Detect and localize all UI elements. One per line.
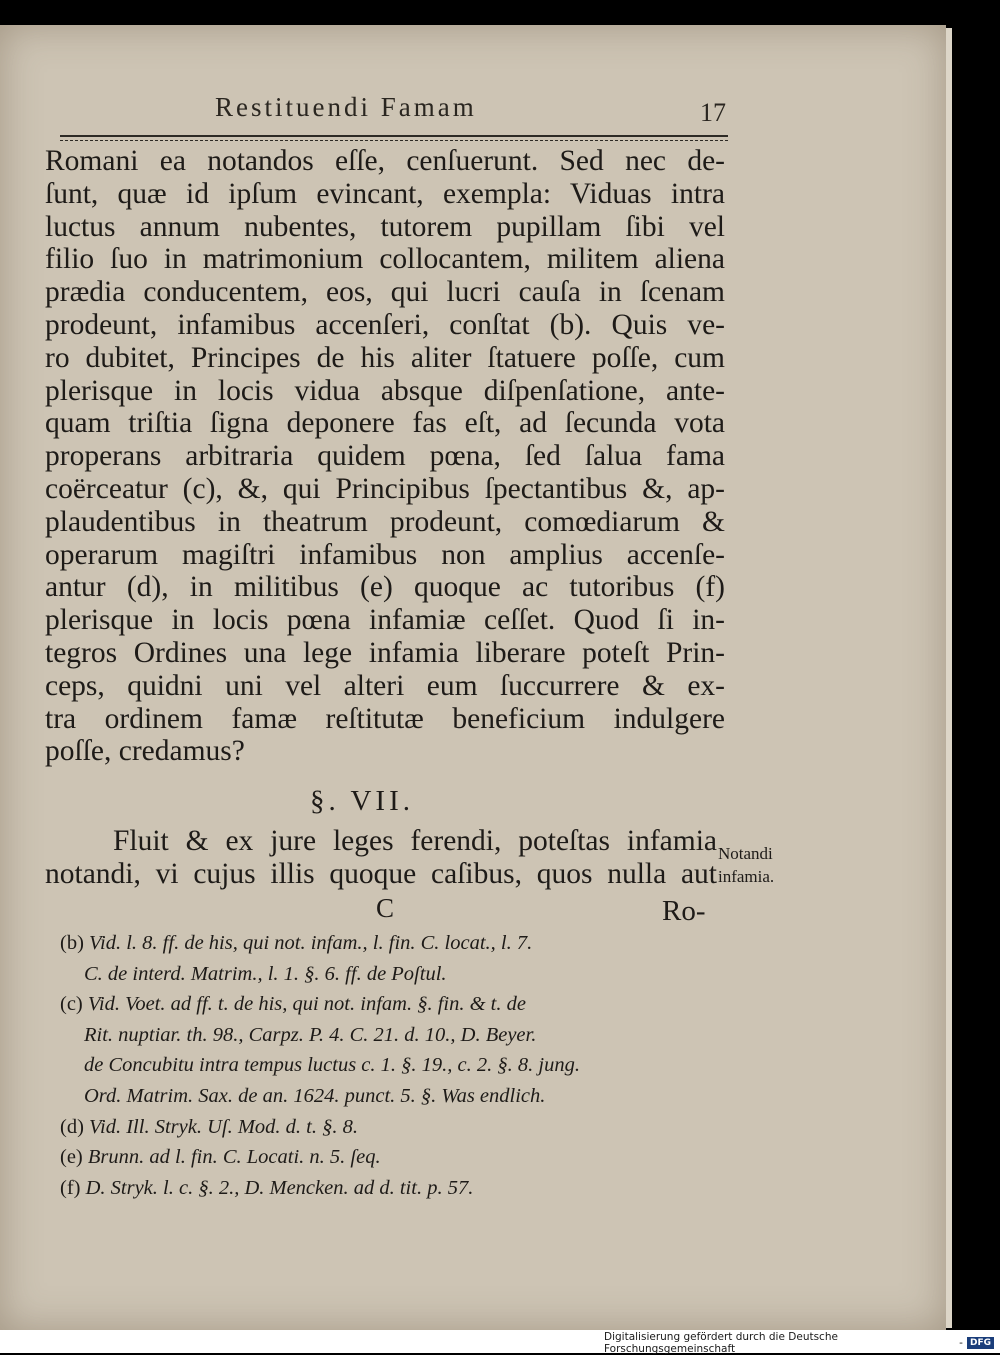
footnote-text: D. Stryk. l. c. §. 2., D. Mencken. ad d. tit. p. 57. (85, 1176, 474, 1199)
footnote-line (60, 1173, 740, 1204)
paragraph-line: Romani ea notandos eſſe, cenſuerunt. Sed nec de- (45, 145, 725, 177)
digitization-footer (604, 1331, 994, 1355)
paragraph-line: ceps, quidni uni vel alteri eum ſuccurrere & ex- (45, 669, 725, 702)
footer-credit: Digitalisierung gefördert durch die Deutsche Forschungsgemeinschaft (604, 1331, 838, 1355)
footnote-line (60, 1081, 740, 1112)
footnote-text: Ord. Matrim. Sax. de an. 1624. punct. 5. §. Was endlich. (84, 1084, 546, 1107)
running-head: Restituendi Famam (215, 92, 477, 122)
footnote-text: Brunn. ad l. fin. C. Locati. n. 5. ſeq. (87, 1146, 381, 1169)
footnote-line (60, 989, 740, 1020)
page-edge (946, 28, 952, 1328)
footnote-text: Rit. nuptiar. th. 98., Carpz. P. 4. C. 21. d. 10., D. Beyer. (84, 1023, 537, 1046)
marginal-note-line: infamia. (718, 867, 775, 886)
footnote-line (60, 1020, 740, 1051)
footnote-text: de Concubitu intra tempus luctus c. 1. §. 19., c. 2. §. 8. jung. (84, 1054, 580, 1077)
footnote-mark: (c) (60, 993, 83, 1016)
footnote-text: Vid. l. 8. ff. de his, qui not. infam., l. fin. C. locat., l. 7. (89, 932, 533, 954)
paragraph-line: tra ordinem famæ reſtitutæ beneficium indulgere (45, 702, 725, 735)
paragraph-line: plaudentibus in theatrum prodeunt, comœdiarum & (45, 505, 725, 538)
paragraph-line: antur (d), in militibus (e) quoque ac tutoribus (f) (45, 571, 725, 604)
paragraph-line: tegros Ordines una lege infamia liberare poteſt Prin- (45, 636, 725, 669)
paragraph-line: plerisque in locis pœna infamiæ ceſſet. Quod ſi in- (45, 604, 725, 637)
paragraph-line: quam triſtia ſigna deponere fas eſt, ad ſecunda vota (45, 407, 725, 440)
paragraph-line: prodeunt, infamibus accenſeri, conſtat (b). Quis ve- (45, 308, 725, 341)
main-paragraph (45, 145, 725, 768)
paragraph-line: plerisque in locis vidua absque diſpenſatione, ante- (45, 374, 725, 407)
paragraph-line: notandi, vi cujus illis quoque caſibus, quos nulla aut (45, 857, 717, 890)
footnote-line (60, 1142, 740, 1173)
section-heading: §. VII. (310, 785, 414, 817)
footnote-text: Vid. Ill. Stryk. Uſ. Mod. d. t. §. 8. (89, 1115, 358, 1138)
paragraph-line: poſſe, credamus? (45, 735, 245, 768)
dfg-logo: DFG (967, 1337, 994, 1349)
page-number: 17 (700, 98, 726, 127)
paragraph-line: ſunt, quæ id ipſum evincant, exempla: Viduas intra (45, 177, 725, 210)
footnote-line (60, 1050, 740, 1081)
footnote-mark: (e) (60, 1146, 83, 1169)
footnote-line (60, 959, 740, 990)
footnote-line (60, 928, 740, 959)
footnote-mark: (b) (60, 932, 84, 954)
footnote-mark: (d) (60, 1115, 84, 1138)
paragraph-line: luctus annum nubentes, tutorem pupillam ſibi vel (45, 210, 725, 243)
catchword: Ro- (662, 895, 706, 927)
paragraph-line: filio ſuo in matrimonium collocantem, militem aliena (45, 243, 725, 276)
section-paragraph (45, 825, 717, 891)
paragraph-line: properans arbitraria quidem pœna, ſed ſalua fama (45, 440, 725, 473)
footnote-text: Vid. Voet. ad ff. t. de his, qui not. infam. §. fin. & t. de (87, 993, 526, 1016)
signature-mark: C (376, 893, 395, 923)
header-rule (60, 135, 728, 141)
paragraph-line: prædia conducentem, eos, qui lucri cauſa in ſcenam (45, 276, 725, 309)
footnote-mark: (f) (60, 1176, 81, 1199)
paragraph-line: ro dubitet, Principes de his aliter ſtatuere poſſe, cum (45, 341, 725, 374)
paragraph-line: coërceatur (c), &, qui Principibus ſpectantibus &, ap- (45, 472, 725, 505)
footer-separator: - (955, 1337, 963, 1349)
paragraph-line: Fluit & ex jure leges ferendi, poteſtas infamia (113, 825, 717, 857)
footnote-text: C. de interd. Matrim., l. 1. §. 6. ff. de Poſtul. (84, 962, 447, 985)
footnotes (60, 928, 740, 1203)
paragraph-line: operarum magiſtri infamibus non amplius accenſe- (45, 538, 725, 571)
footnote-line (60, 1112, 740, 1143)
marginal-note-line: Notandi (718, 844, 773, 863)
marginal-note (718, 842, 813, 888)
